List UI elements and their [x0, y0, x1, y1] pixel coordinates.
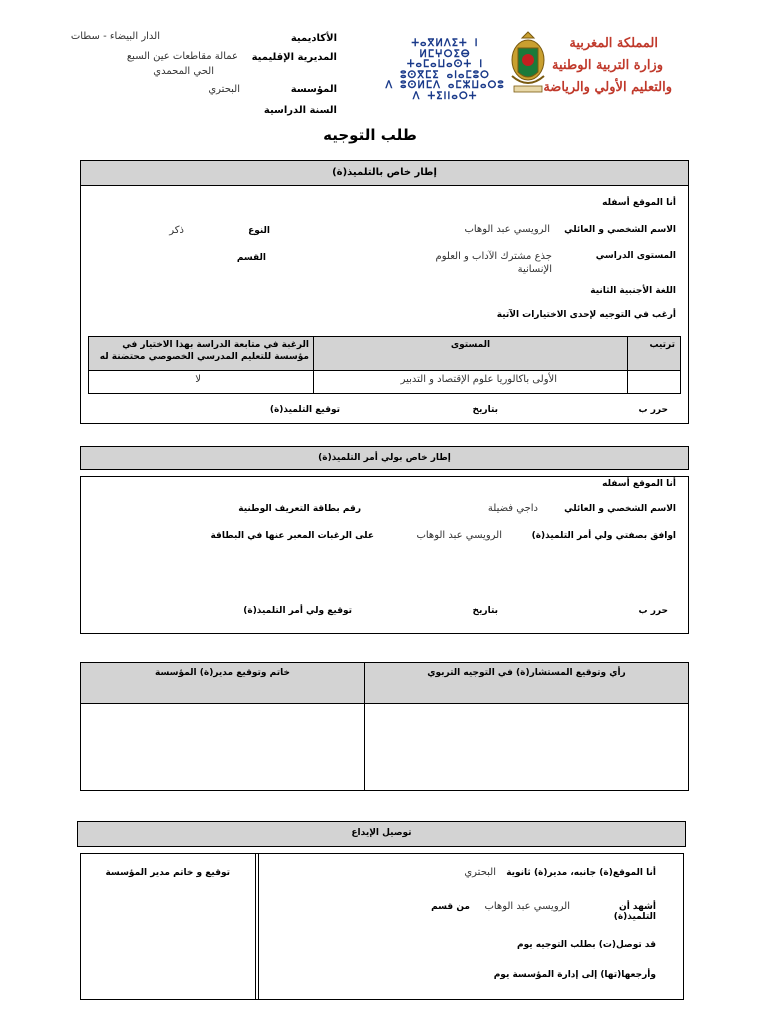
guardian-name-value: داجي فضيلة — [487, 503, 538, 514]
student-name-value: الرويسي عبد الوهاب — [464, 224, 550, 235]
ministry-line-3: والتعليم الأولي والرياضة — [543, 80, 672, 95]
receipt-line1-value: البحتري — [464, 867, 496, 878]
table-cell-private: لا — [88, 370, 314, 394]
gender-label: النوع — [248, 226, 270, 236]
guardian-signature-label: توقيع ولي أمر التلميذ(ة) — [243, 606, 352, 616]
student-signature-label: توقيع التلميذ(ة) — [269, 405, 340, 415]
institution-label: المؤسسة — [290, 84, 337, 95]
wish-text: أرغب في التوجيه لإحدى الاختيارات الآتية — [496, 310, 676, 320]
student-written-at: حرر ب — [638, 405, 668, 415]
guardian-date-label: بتاريخ — [472, 606, 498, 616]
guardian-section — [80, 476, 689, 634]
receipt-line1-label: أنا الموقع(ة) جانبه، مدير(ة) ثانوية — [506, 868, 656, 878]
table-header-private: الرغبة في متابعة الدراسة بهذا الاختيار في مؤسسة للتعليم المدرسي الخصوصي محتضنة له — [88, 336, 314, 371]
level-value: جذع مشترك الآداب و العلوم الإنسانية — [435, 251, 552, 275]
receipt-line2-value: الرويسي عبد الوهاب — [484, 901, 570, 912]
director-header: خاتم وتوقيع مدير(ة) المؤسسة — [80, 662, 365, 704]
receipt-section-header: توصيل الإيداع — [77, 821, 686, 847]
guardian-written-at: حرر ب — [638, 606, 668, 616]
guardian-agree-label: اوافق بصفتي ولي أمر التلميذ(ة) — [531, 531, 676, 541]
table-cell-level: الأولى باكالوريا علوم الإقتصاد و التدبير — [313, 370, 628, 394]
language-label: اللغة الأجنبية الثانية — [590, 286, 676, 296]
receipt-director-sign: توقيع و خاتم مدير المؤسسة — [105, 868, 230, 878]
ministry-line-1: المملكة المغربية — [569, 36, 658, 51]
directorate-value-line1: عمالة مقاطعات عين السبع — [126, 51, 238, 62]
receipt-divider — [255, 853, 259, 1000]
directorate-label: المديرية الإقليمية — [251, 52, 337, 63]
guardian-student-name: الرويسي عبد الوهاب — [416, 530, 502, 541]
page-title: طلب التوجيه — [323, 126, 417, 144]
student-date-label: بتاريخ — [472, 405, 498, 415]
class-label: القسم — [236, 253, 266, 263]
academy-value: الدار البيضاء - سطات — [70, 31, 160, 42]
table-row — [627, 370, 681, 394]
receipt-line2-label: أشهد أن التلميذ(ة) — [613, 902, 656, 922]
receipt-line2-suffix: من قسم — [431, 902, 470, 912]
student-intro: أنا الموقع أسفله — [602, 198, 676, 208]
level-label: المستوى الدراسي — [595, 251, 676, 261]
guardian-agree-suffix: على الرغبات المعبر عنها في البطاقة — [210, 531, 374, 541]
tifinagh-line-2: ⵜⴰⵎⴰⵡⴰⵙⵜ ⵏ ⵓⵙⴳⵎⵉ ⴰⵏⴰⵎⵓⵔ — [400, 59, 490, 81]
institution-value: البحتري — [208, 84, 240, 95]
student-section-header: إطار خاص بالتلميذ(ة) — [80, 160, 689, 186]
tifinagh-line-1: ⵜⴰⴳⵍⴷⵉⵜ ⵏ ⵍⵎⵖⵔⵉⴱ — [411, 38, 479, 60]
gender-value: ذكر — [169, 225, 184, 236]
director-signature-area — [80, 703, 365, 791]
ministry-line-2: وزارة التربية الوطنية — [552, 58, 663, 73]
directorate-value-line2: الحي المحمدي — [153, 66, 214, 77]
receipt-line3: قد توصل(ت) بطلب التوجيه يوم — [516, 940, 656, 950]
academy-label: الأكاديمية — [290, 33, 337, 44]
counselor-signature-area — [364, 703, 689, 791]
table-header-rank: ترتيب — [627, 336, 681, 371]
tifinagh-line-3: ⴷ ⵓⵙⵍⵎⴷ ⴰⵎⵣⵡⴰⵔⵓ ⴷ ⵜⵉⵏⵏⴰⵔⵜ — [385, 80, 505, 102]
guardian-intro: أنا الموقع أسفله — [602, 479, 676, 489]
receipt-line4: وأرجعها(تها) إلى إدارة المؤسسة يوم — [493, 970, 656, 980]
guardian-id-label: رقم بطاقة التعريف الوطنية — [238, 504, 361, 514]
school-year-label: السنة الدراسية — [263, 105, 337, 116]
guardian-name-label: الاسم الشخصي و العائلي — [564, 504, 676, 514]
student-name-label: الاسم الشخصي و العائلي — [564, 225, 676, 235]
guardian-section-header: إطار خاص بولي أمر التلميذ(ة) — [80, 446, 689, 470]
counselor-header: رأي وتوقيع المستشار(ة) في التوجيه التربوي — [364, 662, 689, 704]
table-header-level: المستوى — [313, 336, 628, 371]
